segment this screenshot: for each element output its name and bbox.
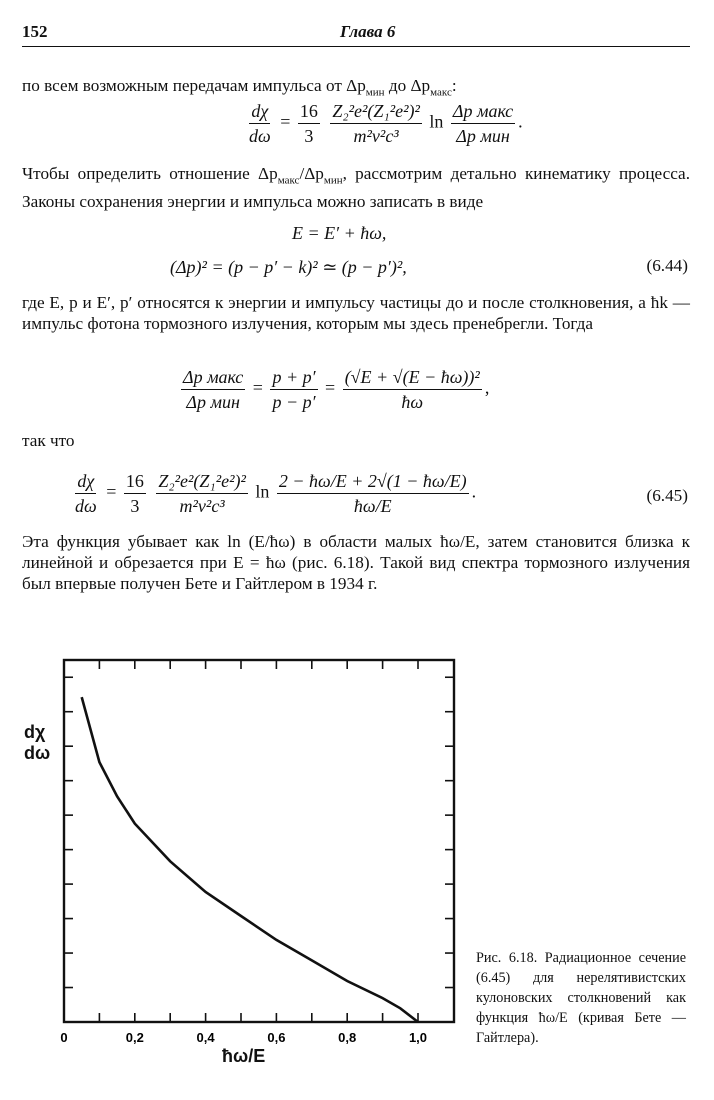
eq1-mid-den: m²v²c³	[353, 126, 399, 146]
equation-ratio: $\frac{\text{Δp макс}}{\text{Δp мин}}$ = $\frac{p + p'}{p - p'}$ = $\frac{\text{(√E + √(E − ħω))²}}{ħ\omega}$ ,	[183, 367, 490, 412]
x-tick-label: 0,4	[196, 1030, 215, 1045]
equation-4: $\frac{d\chi}{d\omega}$ = $\frac{16}{3}$ $\frac{\text{Z₂²e²(Z₁²e²)²}}{\text{m²v²c³}}$ ln $\frac{2 - ħ\omega/E + 2√(1 - ħ\omega/E)}{ħ\omega/E}$ .	[75, 471, 477, 516]
y-axis-label-line: dχ	[24, 722, 46, 742]
eq3-right-num: (√E + √(E − ħω))²	[343, 366, 482, 390]
eq4-lhs-num: dχ	[75, 470, 96, 494]
p1-sub-max: макс	[430, 86, 452, 99]
eq3-right-den: ħω	[401, 392, 424, 412]
eq1-lhs-den: dω	[249, 126, 271, 146]
p1-sub-min: мин	[365, 86, 385, 99]
p2-tail: , рассмотрим детально кинематику процесса. Законы сохранения энергии и импульса можно записать в виде	[22, 164, 690, 212]
equation-energy: E = E′ + ħω,	[292, 223, 387, 243]
x-tick-labels	[60, 1030, 427, 1045]
plot-frame	[64, 660, 454, 1022]
p2-text: Чтобы определить отношение Δp	[22, 164, 278, 183]
eq3-left-num: Δp макс	[181, 366, 245, 390]
eq3-mid-den: p − p′	[272, 392, 316, 412]
x-tick-label: 1,0	[408, 1030, 428, 1045]
p2-slash: /Δp	[299, 164, 324, 183]
eq1-coef-den: 3	[304, 126, 314, 146]
p2-sub-max: макс	[277, 174, 300, 187]
x-tick-label: 0	[60, 1030, 68, 1045]
eq1-mid-num: Z₂²e²(Z₁²e²)²	[330, 100, 422, 124]
eq4-mid-num: Z₂²e²(Z₁²e²)²	[156, 470, 248, 494]
paragraph-5: Эта функция убывает как ln (E/ħω) в области малых ħω/E, затем становится близка к линейной и обрезается при E = ħω (рис. 6.18). Такой вид спектра тормозного излучения был впервые получен Бете и Гайтлером в 1934 г.	[22, 532, 690, 593]
x-tick-label: 0,6	[267, 1030, 286, 1045]
axis-ticks	[64, 660, 454, 1022]
page-number: 152	[22, 22, 48, 41]
p1-end: :	[451, 76, 457, 95]
eq1-coef-num: 16	[298, 100, 320, 124]
p1-mid: до Δp	[384, 76, 431, 95]
figure-caption: Рис. 6.18. Радиационное сечение (6.45) для нерелятивистских кулоновских столкновений как функция ħω/E (кривая Бете — Гайтлера).	[476, 950, 686, 1046]
y-axis-label-line: dω	[24, 743, 51, 763]
x-axis-label: ħω/E	[222, 1046, 266, 1066]
equation-number-645: (6.45)	[646, 486, 688, 505]
chapter-title: Глава 6	[340, 22, 396, 41]
paragraph-3: где E, p и E′, p′ относятся к энергии и импульсу частицы до и после столкновения, а ħk — импульс фотона тормозного излучения, которым мы здесь пренебрегли. Тогда	[22, 293, 690, 333]
p2-sub-min: мин	[323, 174, 343, 187]
eq3-left-den: Δp мин	[186, 392, 240, 412]
eq1-ratio-den: Δp мин	[456, 126, 510, 146]
eq4-lhs-den: dω	[75, 496, 97, 516]
bethe-heitler-curve	[82, 697, 418, 1022]
equation-number-644: (6.44)	[646, 256, 688, 275]
eq1-ratio-num: Δp макс	[451, 100, 515, 124]
p1-text: по всем возможным передачам импульса от Δp	[22, 76, 366, 95]
x-tick-label: 0,2	[125, 1030, 144, 1045]
eq4-coef-num: 16	[124, 470, 146, 494]
eq1-lhs-num: dχ	[249, 100, 270, 124]
eq4-coef-den: 3	[130, 496, 140, 516]
paragraph-4: так что	[22, 431, 75, 450]
eq4-ratio-den: ħω/E	[353, 496, 392, 516]
eq3-mid-num: p + p′	[270, 366, 317, 390]
y-axis-label	[24, 722, 50, 764]
eq4-ln: ln	[255, 481, 270, 502]
equation-1: $\frac{d\chi}{d\omega}$ = $\frac{16}{3}$ $\frac{\text{Z₂²e²(Z₁²e²)²}}{\text{m²v²c³}}$ ln $\frac{\text{Δp макс}}{\text{Δp мин}}$ .	[249, 101, 523, 146]
eq4-mid-den: m²v²c³	[179, 496, 225, 516]
x-tick-label: 0,8	[338, 1030, 357, 1045]
equation-momentum: (Δp)² = (p − p′ − k)² ≃ (p − p′)²,	[170, 257, 407, 277]
eq4-ratio-num: 2 − ħω/E + 2√(1 − ħω/E)	[277, 470, 469, 494]
eq1-ln: ln	[429, 111, 444, 132]
